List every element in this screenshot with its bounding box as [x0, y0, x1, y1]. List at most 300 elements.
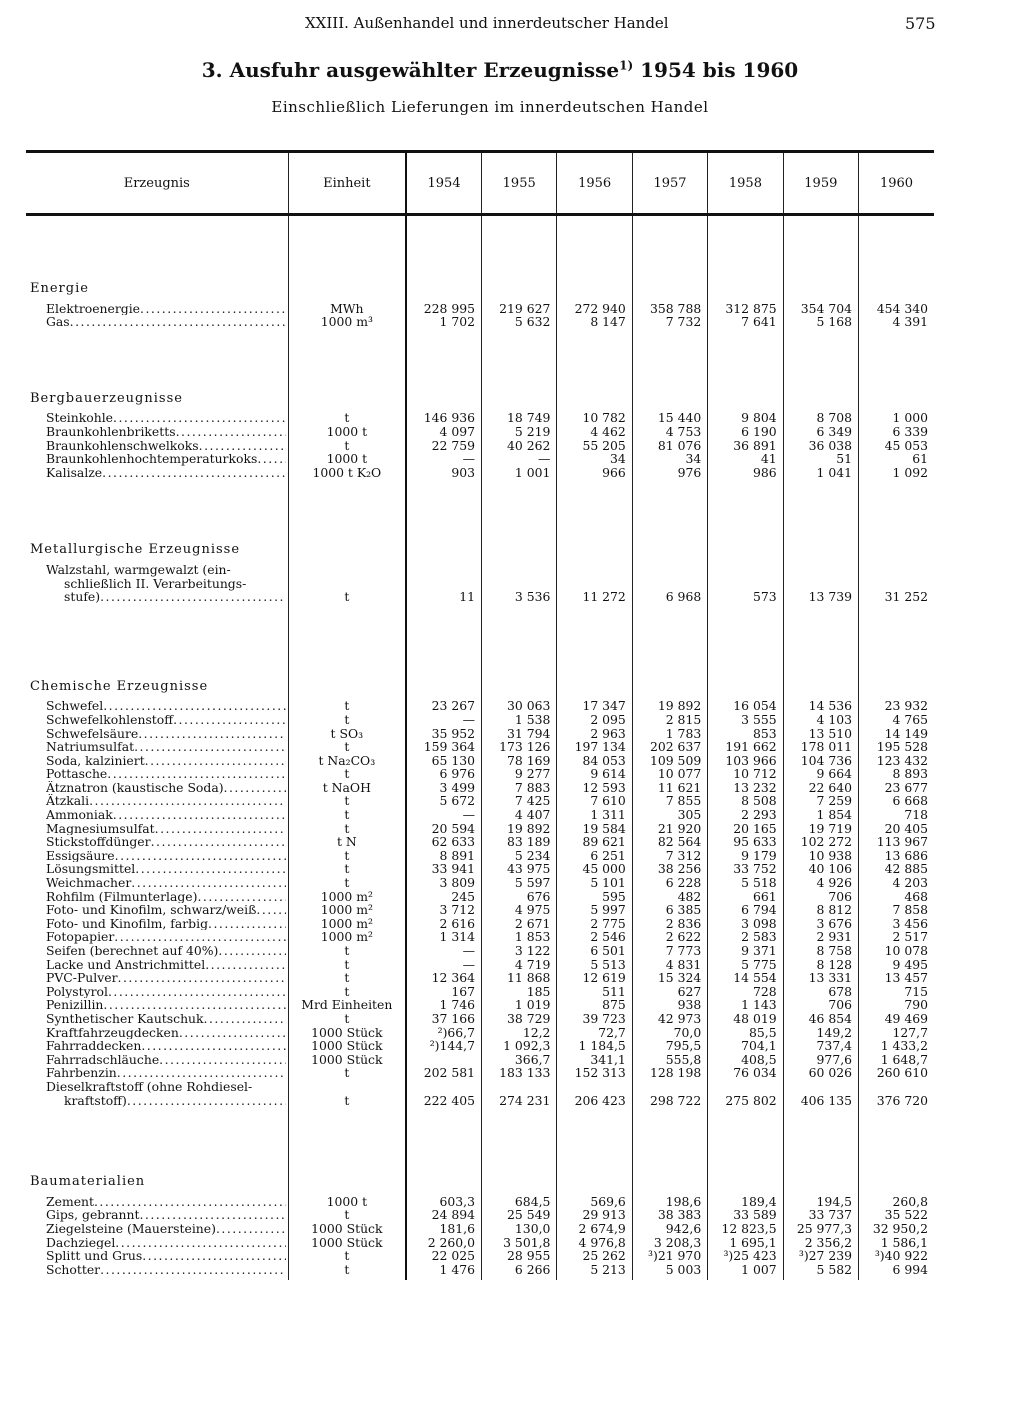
unit-cell: 1000 t [288, 452, 406, 466]
spacer-cell [557, 604, 632, 680]
value-cell: 376 720 [859, 1080, 934, 1107]
leader-dots [176, 425, 286, 439]
value-cell: 22 640 [783, 781, 858, 795]
value-cell [557, 680, 632, 694]
leader-dots [94, 1195, 286, 1209]
value-cell: 1 184,5 [557, 1039, 632, 1053]
leader-dots [113, 411, 286, 425]
product-label: Gas [46, 315, 70, 329]
section-heading: Chemische Erzeugnisse [30, 679, 209, 694]
leader-dots [141, 1039, 285, 1053]
value-cell: 22 759 [406, 439, 481, 453]
product-cell [26, 822, 288, 836]
product-cell [26, 740, 288, 754]
product-label: Ätzkali [46, 794, 90, 809]
unit-cell: t [288, 985, 406, 999]
value-cell: 358 788 [632, 302, 707, 316]
value-cell: 795,5 [632, 1039, 707, 1053]
value-cell: 5 775 [708, 958, 783, 972]
product-label: Synthetischer Kautschuk [46, 1011, 204, 1026]
product-cell [26, 713, 288, 727]
leader-dots [117, 1066, 286, 1080]
product-cell [26, 466, 288, 480]
value-cell: 45 000 [557, 862, 632, 876]
product-cell [26, 699, 288, 713]
value-cell: 109 509 [632, 754, 707, 768]
value-cell: 9 495 [859, 958, 934, 972]
unit-cell [288, 282, 406, 296]
value-cell: 76 034 [708, 1066, 783, 1080]
value-cell: ³)27 239 [783, 1249, 858, 1263]
table-title-main: 3. Ausfuhr ausgewählter Erzeugnisse [201, 58, 620, 82]
value-cell: 159 364 [406, 740, 481, 754]
value-cell: 7 425 [482, 794, 557, 808]
value-cell: 12 593 [557, 781, 632, 795]
spacer-cell [708, 329, 783, 392]
value-cell [482, 543, 557, 557]
value-cell: 8 891 [406, 849, 481, 863]
unit-cell: t [288, 958, 406, 972]
spacer-cell [859, 1107, 934, 1175]
value-cell: 7 773 [632, 944, 707, 958]
value-cell: 23 267 [406, 699, 481, 713]
product-cell [26, 302, 288, 316]
leader-dots [134, 740, 285, 754]
spacer-cell [783, 604, 858, 680]
value-cell: 454 340 [859, 302, 934, 316]
value-cell: — [482, 452, 557, 466]
value-cell: 1 746 [406, 998, 481, 1012]
table-row [26, 411, 934, 425]
value-cell: 511 [557, 985, 632, 999]
value-cell: 275 802 [708, 1080, 783, 1107]
unit-cell: t [288, 862, 406, 876]
product-label: Schotter [46, 1262, 101, 1277]
value-cell: ²)66,7 [406, 1026, 481, 1040]
leader-dots [131, 876, 285, 890]
value-cell: 202 581 [406, 1066, 481, 1080]
unit-cell: t [288, 713, 406, 727]
value-cell: 12 823,5 [708, 1222, 783, 1236]
product-cell [26, 452, 288, 466]
value-cell: 10 078 [859, 944, 934, 958]
value-cell: 81 076 [632, 439, 707, 453]
value-cell: 3 098 [708, 917, 783, 931]
leader-dots [70, 315, 286, 329]
spacer-cell [406, 1107, 481, 1175]
product-label-line: Dieselkraftstoff (ohne Rohdiesel- [46, 1079, 253, 1094]
value-cell: 12 619 [557, 971, 632, 985]
spacer-cell [632, 215, 707, 283]
value-cell: 468 [859, 890, 934, 904]
value-cell: 10 782 [557, 411, 632, 425]
table-row [26, 1066, 934, 1080]
value-cell: 482 [632, 890, 707, 904]
value-cell: 8 893 [859, 767, 934, 781]
value-cell [708, 1175, 783, 1189]
section-heading-row [26, 1175, 934, 1189]
value-cell: 1 476 [406, 1263, 481, 1277]
value-cell: 9 804 [708, 411, 783, 425]
value-cell: 33 941 [406, 862, 481, 876]
table-row [26, 944, 934, 958]
table-row [26, 822, 934, 836]
value-cell: 173 126 [482, 740, 557, 754]
product-label: Lösungsmittel [46, 862, 136, 877]
product-label: Weichmacher [46, 876, 132, 890]
value-cell: 23 677 [859, 781, 934, 795]
value-cell: 1 783 [632, 727, 707, 741]
value-cell: 42 973 [632, 1012, 707, 1026]
unit-cell [288, 543, 406, 557]
table-title-years: 1954 bis 1960 [640, 58, 799, 82]
value-cell [783, 392, 858, 406]
value-cell: 260,8 [859, 1195, 934, 1209]
value-cell: ²)144,7 [406, 1039, 481, 1053]
product-label: Fahrradschläuche [46, 1052, 160, 1067]
spacer-cell [406, 604, 481, 680]
leader-dots [113, 808, 286, 822]
leader-dots [114, 930, 285, 944]
value-cell: 1 311 [557, 808, 632, 822]
value-cell: 5 597 [482, 876, 557, 890]
value-cell: 6 349 [783, 425, 858, 439]
value-cell: 2 622 [632, 930, 707, 944]
spacer-cell [482, 329, 557, 392]
value-cell: 1 854 [783, 808, 858, 822]
value-cell: 260 610 [859, 1066, 934, 1080]
value-cell: 2 260,0 [406, 1236, 481, 1250]
leader-dots [208, 917, 286, 931]
value-cell [557, 543, 632, 557]
leader-dots [138, 727, 285, 741]
leader-dots [107, 767, 285, 781]
value-cell: 11 [406, 563, 481, 604]
value-cell: 272 940 [557, 302, 632, 316]
value-cell: 4 831 [632, 958, 707, 972]
table-row [26, 808, 934, 822]
value-cell: 31 252 [859, 563, 934, 604]
value-cell: 9 179 [708, 849, 783, 863]
value-cell: 4 391 [859, 315, 934, 329]
value-cell: 178 011 [783, 740, 858, 754]
product-cell [26, 727, 288, 741]
product-label: Gips, gebrannt [46, 1208, 140, 1222]
value-cell [632, 282, 707, 296]
value-cell: 12 364 [406, 971, 481, 985]
value-cell: 684,5 [482, 1195, 557, 1209]
value-cell [783, 680, 858, 694]
spacer-cell [288, 479, 406, 543]
title-footnote-mark: 1) [619, 58, 634, 73]
table-row [26, 903, 934, 917]
value-cell: 728 [708, 985, 783, 999]
product-label: Braunkohlenbriketts [46, 424, 176, 439]
value-cell: 1 695,1 [708, 1236, 783, 1250]
value-cell: 18 749 [482, 411, 557, 425]
value-cell: 853 [708, 727, 783, 741]
value-cell: 149,2 [783, 1026, 858, 1040]
unit-cell: t [288, 1263, 406, 1277]
value-cell: 6 668 [859, 794, 934, 808]
value-cell [859, 543, 934, 557]
unit-cell: t [288, 1249, 406, 1263]
unit-cell [288, 1175, 406, 1189]
value-cell: 128 198 [632, 1066, 707, 1080]
value-cell: 2 616 [406, 917, 481, 931]
col-header-year: 1954 [406, 152, 481, 215]
section-heading: Bergbauerzeugnisse [30, 391, 183, 406]
col-header-year: 1960 [859, 152, 934, 215]
value-cell: 222 405 [406, 1080, 481, 1107]
unit-cell: t [288, 808, 406, 822]
leader-dots [100, 590, 285, 604]
product-label: Essigsäure [46, 848, 115, 863]
product-cell [26, 835, 288, 849]
value-cell: 42 885 [859, 862, 934, 876]
product-label: Rohfilm (Filmunterlage) [46, 889, 198, 904]
table-row [26, 302, 934, 316]
leader-dots [224, 781, 286, 795]
value-cell: 31 794 [482, 727, 557, 741]
table-row [26, 740, 934, 754]
value-cell: 4 462 [557, 425, 632, 439]
spacer-cell [482, 479, 557, 543]
chapter-title: XXIII. Außenhandel und innerdeutscher Handel [305, 14, 669, 32]
value-cell: 19 719 [783, 822, 858, 836]
spacer-cell [288, 604, 406, 680]
value-cell: 1 001 [482, 466, 557, 480]
product-cell [26, 1263, 288, 1277]
leader-dots [103, 699, 285, 713]
table-row [26, 930, 934, 944]
value-cell: 5 513 [557, 958, 632, 972]
value-cell: 14 554 [708, 971, 783, 985]
product-cell [26, 1195, 288, 1209]
product-cell [26, 876, 288, 890]
spacer-cell [632, 1107, 707, 1175]
value-cell: 1 538 [482, 713, 557, 727]
value-cell [406, 1175, 481, 1189]
value-cell [557, 392, 632, 406]
value-cell [859, 392, 934, 406]
value-cell: — [406, 452, 481, 466]
value-cell: 95 633 [708, 835, 783, 849]
value-cell: 942,6 [632, 1222, 707, 1236]
unit-cell: 1000 m³ [288, 315, 406, 329]
value-cell: 938 [632, 998, 707, 1012]
leader-dots [159, 1053, 285, 1067]
unit-cell: t N [288, 835, 406, 849]
value-cell [482, 680, 557, 694]
value-cell: 9 614 [557, 767, 632, 781]
table-row [26, 1249, 934, 1263]
spacer-cell [26, 604, 288, 680]
value-cell: 228 995 [406, 302, 481, 316]
value-cell [708, 543, 783, 557]
spacer-cell [783, 1107, 858, 1175]
value-cell: 21 920 [632, 822, 707, 836]
value-cell: 5 582 [783, 1263, 858, 1277]
table-row [26, 727, 934, 741]
value-cell: 966 [557, 466, 632, 480]
value-cell: 976 [632, 466, 707, 480]
leader-dots [127, 1094, 286, 1108]
unit-cell: 1000 m² [288, 903, 406, 917]
value-cell: 2 815 [632, 713, 707, 727]
value-cell: 34 [557, 452, 632, 466]
value-cell: 977,6 [783, 1053, 858, 1067]
spacer-cell [482, 1107, 557, 1175]
value-cell: 5 518 [708, 876, 783, 890]
value-cell: 185 [482, 985, 557, 999]
product-cell [26, 1208, 288, 1222]
value-cell: 4 926 [783, 876, 858, 890]
leader-dots [100, 1263, 285, 1277]
value-cell: 33 737 [783, 1208, 858, 1222]
value-cell [406, 282, 481, 296]
value-cell: 3 809 [406, 876, 481, 890]
value-cell: 13 232 [708, 781, 783, 795]
value-cell: 4 407 [482, 808, 557, 822]
value-cell: 341,1 [557, 1053, 632, 1067]
value-cell [482, 392, 557, 406]
unit-cell: t [288, 563, 406, 604]
value-cell: 6 190 [708, 425, 783, 439]
unit-cell: t [288, 794, 406, 808]
value-cell: 202 637 [632, 740, 707, 754]
export-table [26, 150, 934, 1280]
value-cell: 35 522 [859, 1208, 934, 1222]
table-row [26, 1236, 934, 1250]
value-cell: 189,4 [708, 1195, 783, 1209]
product-label: Foto- und Kinofilm, schwarz/weiß [46, 903, 257, 917]
value-cell: 19 892 [632, 699, 707, 713]
product-label: Steinkohle [46, 411, 113, 425]
value-cell: 33 589 [708, 1208, 783, 1222]
value-cell: 5 003 [632, 1263, 707, 1277]
spacer-cell [708, 1276, 783, 1280]
value-cell: 60 026 [783, 1066, 858, 1080]
leader-dots [197, 890, 285, 904]
value-cell: 12,2 [482, 1026, 557, 1040]
value-cell: 39 723 [557, 1012, 632, 1026]
value-cell: 6 968 [632, 563, 707, 604]
value-cell: 1 143 [708, 998, 783, 1012]
product-label: Kalisalze [46, 465, 103, 480]
value-cell [859, 1175, 934, 1189]
leader-dots [102, 466, 285, 480]
spacer-cell [632, 479, 707, 543]
table-row [26, 425, 934, 439]
value-cell: 603,3 [406, 1195, 481, 1209]
value-cell: 706 [783, 998, 858, 1012]
value-cell: 6 228 [632, 876, 707, 890]
value-cell: 7 732 [632, 315, 707, 329]
value-cell: 19 584 [557, 822, 632, 836]
value-cell: 38 256 [632, 862, 707, 876]
spacer-cell [406, 1276, 481, 1280]
value-cell: 51 [783, 452, 858, 466]
table-body [26, 215, 934, 1281]
product-label: Dachziegel [46, 1235, 116, 1250]
product-cell [26, 930, 288, 944]
value-cell: 1 092,3 [482, 1039, 557, 1053]
spacer-cell [288, 1107, 406, 1175]
value-cell: 48 019 [708, 1012, 783, 1026]
value-cell: 195 528 [859, 740, 934, 754]
value-cell: 206 423 [557, 1080, 632, 1107]
product-label: Zement [46, 1194, 94, 1209]
value-cell: 219 627 [482, 302, 557, 316]
section-heading-row [26, 680, 934, 694]
value-cell [632, 680, 707, 694]
value-cell: 32 950,2 [859, 1222, 934, 1236]
spacer-cell [859, 604, 934, 680]
value-cell: 366,7 [482, 1053, 557, 1067]
value-cell: 8 708 [783, 411, 858, 425]
page-number: 575 [905, 14, 936, 33]
value-cell: 70,0 [632, 1026, 707, 1040]
value-cell [708, 392, 783, 406]
table-row [26, 917, 934, 931]
value-cell: 1 000 [859, 411, 934, 425]
product-cell [26, 1039, 288, 1053]
spacer-cell [482, 604, 557, 680]
value-cell: 15 324 [632, 971, 707, 985]
unit-cell: MWh [288, 302, 406, 316]
table-row [26, 439, 934, 453]
unit-cell: t [288, 767, 406, 781]
leader-dots [256, 903, 285, 917]
spacer-cell [859, 1276, 934, 1280]
leader-dots [173, 713, 286, 727]
spacer-cell [557, 215, 632, 283]
value-cell: 4 753 [632, 425, 707, 439]
value-cell: 569,6 [557, 1195, 632, 1209]
value-cell: 37 166 [406, 1012, 481, 1026]
value-cell: 4 097 [406, 425, 481, 439]
spacer-cell [557, 479, 632, 543]
spacer-cell [406, 479, 481, 543]
product-cell [26, 315, 288, 329]
value-cell: 4 976,8 [557, 1236, 632, 1250]
col-header-product: Erzeugnis [26, 152, 288, 215]
value-cell: — [406, 808, 481, 822]
spacer-cell [406, 329, 481, 392]
spacer-row [26, 1107, 934, 1175]
table-row [26, 1026, 934, 1040]
col-header-year: 1958 [708, 152, 783, 215]
unit-cell: t NaOH [288, 781, 406, 795]
spacer-cell [859, 215, 934, 283]
value-cell: 89 621 [557, 835, 632, 849]
value-cell: 627 [632, 985, 707, 999]
col-header-year: 1959 [783, 152, 858, 215]
value-cell: 298 722 [632, 1080, 707, 1107]
value-cell: 1 702 [406, 315, 481, 329]
unit-cell: t SO₃ [288, 727, 406, 741]
value-cell: 7 858 [859, 903, 934, 917]
product-cell [26, 971, 288, 985]
value-cell [557, 282, 632, 296]
product-label-line: Walzstahl, warmgewalzt (ein- [46, 562, 231, 577]
table-row [26, 998, 934, 1012]
product-label: Pottasche [46, 767, 108, 781]
value-cell: 34 [632, 452, 707, 466]
table-row [26, 466, 934, 480]
value-cell: 16 054 [708, 699, 783, 713]
